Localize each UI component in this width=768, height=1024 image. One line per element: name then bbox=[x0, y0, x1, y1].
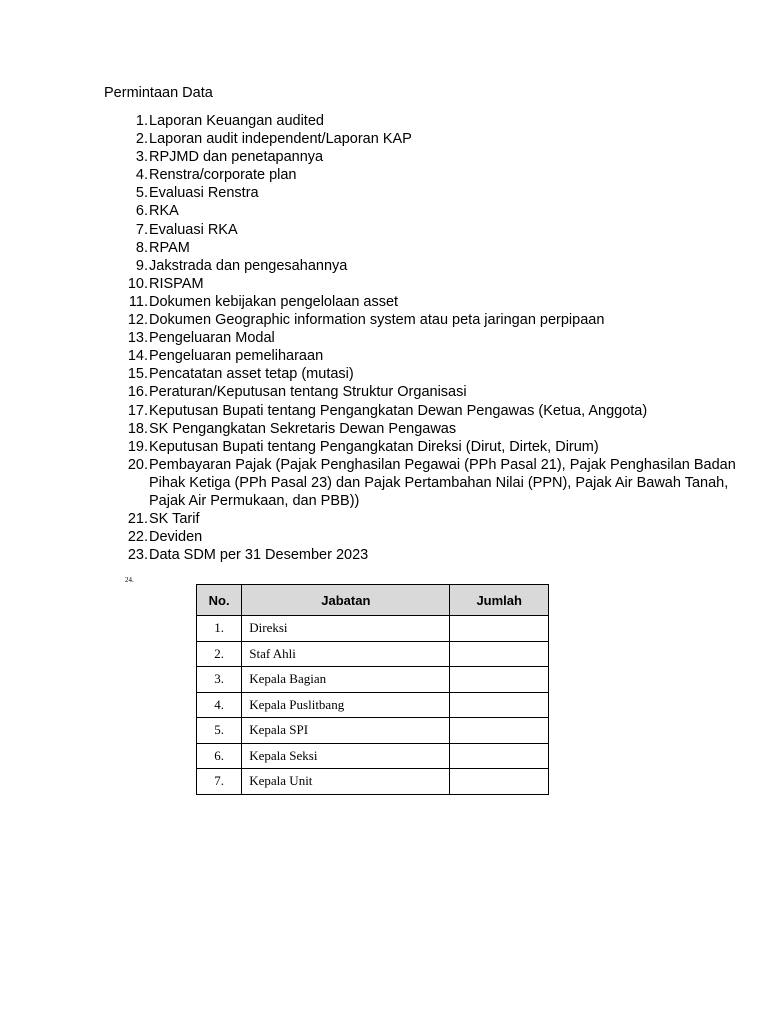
table-row bbox=[197, 769, 549, 795]
list-item-text: Laporan Keuangan audited bbox=[149, 113, 324, 129]
sdm-table bbox=[196, 584, 549, 795]
cell-no: 2. bbox=[197, 641, 242, 667]
cell-jumlah bbox=[450, 718, 549, 744]
table-body bbox=[197, 616, 549, 795]
list-item bbox=[104, 239, 744, 257]
list-item-number: 12. bbox=[127, 312, 148, 329]
list-item bbox=[104, 293, 744, 311]
list-item-number: 11. bbox=[128, 293, 148, 310]
cell-jabatan: Direksi bbox=[242, 616, 450, 642]
list-item-number: 15. bbox=[127, 366, 148, 383]
cell-jabatan: Kepala SPI bbox=[242, 718, 450, 744]
table-row bbox=[197, 641, 549, 667]
list-item-text: Data SDM per 31 Desember 2023 bbox=[149, 547, 369, 564]
item-24-marker: 24. bbox=[125, 576, 134, 584]
request-list bbox=[104, 112, 744, 564]
list-item bbox=[104, 420, 744, 438]
list-item-number: 23. bbox=[127, 547, 148, 564]
cell-jabatan: Kepala Unit bbox=[242, 769, 450, 795]
list-item-number: 20. bbox=[127, 456, 148, 473]
list-item-number: 3. bbox=[135, 149, 148, 166]
cell-no: 5. bbox=[197, 718, 242, 744]
list-item-number: 2. bbox=[135, 131, 148, 148]
table-row bbox=[197, 667, 549, 693]
cell-no: 3. bbox=[197, 667, 242, 693]
list-item-number: 19. bbox=[127, 438, 148, 455]
list-item-text: Laporan audit independent/Laporan KAP bbox=[149, 131, 412, 148]
list-item-text: Renstra/corporate plan bbox=[149, 167, 297, 184]
cell-jabatan: Kepala Seksi bbox=[242, 743, 450, 769]
list-item-text: Pengeluaran pemeliharaan bbox=[149, 348, 324, 365]
header-no: No. bbox=[197, 585, 242, 616]
list-item-number: 16. bbox=[127, 384, 148, 401]
list-item bbox=[104, 257, 744, 275]
list-item bbox=[104, 438, 744, 456]
list-item-text: RKA bbox=[149, 203, 179, 220]
list-item bbox=[104, 383, 744, 401]
cell-jumlah bbox=[450, 769, 549, 795]
table-header-row bbox=[197, 585, 549, 616]
list-item-number: 1. bbox=[135, 113, 148, 129]
header-jabatan: Jabatan bbox=[242, 585, 450, 616]
list-item-number: 6. bbox=[135, 203, 148, 220]
list-item bbox=[104, 329, 744, 347]
list-item-text: RPJMD dan penetapannya bbox=[149, 149, 324, 166]
list-item-number: 7. bbox=[135, 221, 148, 238]
cell-no: 1. bbox=[197, 616, 242, 642]
list-item-text: Keputusan Bupati tentang Pengangkatan Dewan Pengawas (Ketua, Anggota) bbox=[149, 402, 648, 419]
table-row bbox=[197, 616, 549, 642]
list-item-text: Dokumen Geographic information system atau peta jaringan perpipaan bbox=[149, 312, 605, 329]
list-item bbox=[104, 402, 744, 420]
cell-jumlah bbox=[450, 641, 549, 667]
list-item-number: 9. bbox=[135, 257, 148, 274]
list-item bbox=[104, 184, 744, 202]
list-item bbox=[104, 456, 744, 510]
list-item-text: Pencatatan asset tetap (mutasi) bbox=[149, 366, 354, 383]
cell-jumlah bbox=[450, 692, 549, 718]
list-item-text: Pembayaran Pajak (Pajak Penghasilan Pegawai (PPh Pasal 21), Pajak Penghasilan Badan Pihak Ketiga (PPh Pasal 23) dan Pajak Pertambahan Nilai (PPN), Pajak Air Bawah Tanah, Pajak Air Permukaan, dan PBB)) bbox=[149, 456, 736, 509]
list-item-text: Keputusan Bupati tentang Pengangkatan Direksi (Dirut, Dirtek, Dirum) bbox=[149, 438, 599, 455]
list-item-number: 14. bbox=[127, 348, 148, 365]
list-item bbox=[104, 202, 744, 220]
list-item-number: 22. bbox=[127, 529, 148, 546]
document-heading: Permintaan Data bbox=[104, 85, 213, 101]
table-row bbox=[197, 743, 549, 769]
list-item-number: 4. bbox=[135, 167, 148, 184]
cell-no: 4. bbox=[197, 692, 242, 718]
list-item bbox=[104, 365, 744, 383]
list-item-number: 18. bbox=[127, 420, 148, 437]
list-item-text: RPAM bbox=[149, 239, 190, 256]
list-item-number: 13. bbox=[127, 330, 148, 347]
list-item-text: RISPAM bbox=[149, 275, 204, 292]
list-item bbox=[104, 221, 744, 239]
list-item-number: 21. bbox=[127, 511, 148, 528]
cell-jumlah bbox=[450, 667, 549, 693]
list-item bbox=[104, 130, 744, 148]
list-item bbox=[104, 275, 744, 293]
list-item bbox=[104, 546, 744, 564]
cell-jabatan: Staf Ahli bbox=[242, 641, 450, 667]
list-item bbox=[104, 510, 744, 528]
cell-no: 6. bbox=[197, 743, 242, 769]
list-item bbox=[104, 166, 744, 184]
cell-jabatan: Kepala Puslitbang bbox=[242, 692, 450, 718]
list-item-number: 5. bbox=[135, 185, 148, 202]
list-item bbox=[104, 311, 744, 329]
cell-no: 7. bbox=[197, 769, 242, 795]
cell-jumlah bbox=[450, 616, 549, 642]
table-row bbox=[197, 718, 549, 744]
list-item-text: SK Tarif bbox=[149, 511, 200, 528]
list-item-text: Pengeluaran Modal bbox=[149, 330, 275, 347]
list-item-text: Deviden bbox=[149, 529, 203, 546]
header-jumlah: Jumlah bbox=[450, 585, 549, 616]
list-item-text: Jakstrada dan pengesahannya bbox=[149, 257, 348, 274]
table-row bbox=[197, 692, 549, 718]
list-item-number: 17. bbox=[127, 402, 148, 419]
list-item bbox=[104, 528, 744, 546]
list-item-text: SK Pengangkatan Sekretaris Dewan Pengawas bbox=[149, 420, 457, 437]
list-item bbox=[104, 347, 744, 365]
list-item-number: 10. bbox=[127, 275, 148, 292]
cell-jumlah bbox=[450, 743, 549, 769]
list-item bbox=[104, 148, 744, 166]
list-item-number: 8. bbox=[135, 239, 148, 256]
list-item-text: Peraturan/Keputusan tentang Struktur Organisasi bbox=[149, 384, 467, 401]
list-item-text: Dokumen kebijakan pengelolaan asset bbox=[149, 293, 399, 310]
cell-jabatan: Kepala Bagian bbox=[242, 667, 450, 693]
list-item-text: Evaluasi RKA bbox=[149, 221, 238, 238]
list-item bbox=[104, 112, 744, 130]
list-item-text: Evaluasi Renstra bbox=[149, 185, 259, 202]
